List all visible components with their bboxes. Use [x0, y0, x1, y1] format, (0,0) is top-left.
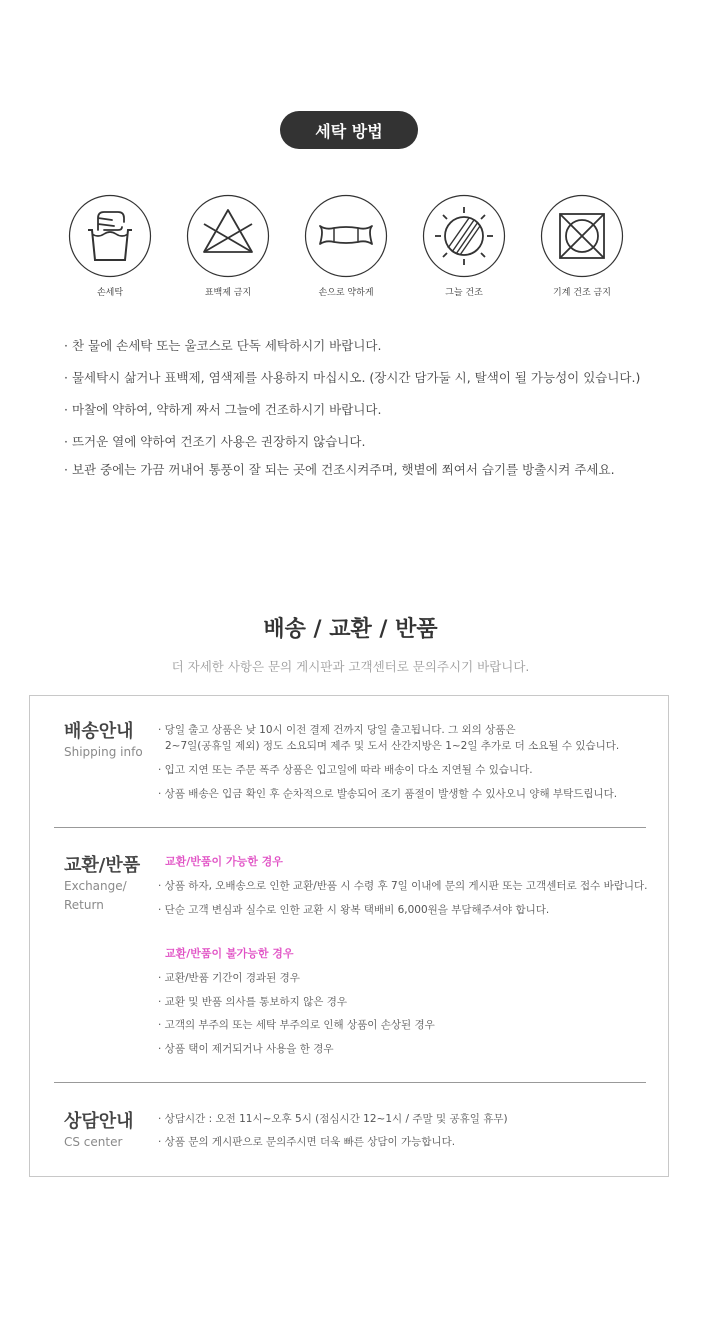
shipping-line: · 입고 지연 또는 주문 폭주 상품은 입고일에 따라 배송이 다소 지연될 수 있습니다. — [158, 764, 533, 776]
shade-dry-icon — [422, 194, 506, 278]
cs-line: · 상품 문의 게시판으로 문의주시면 더욱 빠른 상담이 가능합니다. — [158, 1136, 456, 1148]
exchange-label — [64, 855, 140, 915]
policy-title: 배송 / 교환 / 반품 — [263, 617, 438, 642]
hand-wash-icon — [68, 194, 152, 278]
policy-box — [29, 695, 669, 1177]
care-instruction: · 뜨거운 열에 약하여 건조기 사용은 권장하지 않습니다. — [64, 434, 366, 449]
shipping-label-en: Shipping info — [64, 745, 143, 759]
wash-method-badge — [280, 111, 418, 149]
exchange-line: · 단순 고객 변심과 실수로 인한 교환 시 왕복 택배비 6,000원을 부담해주셔야 합니다. — [158, 904, 550, 916]
exchange-label-en: Exchange/ — [64, 879, 127, 893]
care-symbol-no-tumble-dry — [522, 194, 642, 298]
exchange-line: · 교환/반품 기간이 경과된 경우 — [158, 972, 300, 984]
care-symbols — [0, 194, 701, 304]
shipping-line: 2~7일(공휴일 제외) 정도 소요되며 제주 및 도서 산간지방은 1~2일 추가로 더 소요될 수 있습니다. — [165, 740, 620, 752]
cs-label-en: CS center — [64, 1135, 123, 1149]
shade-dry-caption: 그늘 건조 — [445, 288, 483, 298]
exchange-line: · 고객의 부주의 또는 세탁 부주의로 인해 상품이 손상된 경우 — [158, 1019, 435, 1031]
exchange-line: · 상품 택이 제거되거나 사용을 한 경우 — [158, 1043, 334, 1055]
care-symbol-shade-dry — [404, 194, 524, 298]
no-bleach-icon — [186, 194, 270, 278]
care-symbol-no-bleach — [168, 194, 288, 298]
exchange-label-ko: 교환/반품 — [64, 855, 141, 876]
policy-subtitle: 더 자세한 사항은 문의 게시판과 고객센터로 문의주시기 바랍니다. — [171, 659, 530, 674]
section-divider — [54, 1082, 646, 1083]
care-instruction: · 물세탁시 삶거나 표백제, 염색제를 사용하지 마십시오. (장시간 담가둘 시, 탈색이 될 가능성이 있습니다.) — [64, 370, 641, 385]
shipping-label — [64, 721, 143, 762]
care-instruction: · 찬 물에 손세탁 또는 울코스로 단독 세탁하시기 바랍니다. — [64, 338, 382, 353]
section-divider — [54, 827, 646, 828]
shipping-label-ko: 배송안내 — [64, 721, 134, 742]
exchange-possible-heading: 교환/반품이 가능한 경우 — [165, 855, 283, 868]
cs-label-ko: 상담안내 — [64, 1111, 134, 1132]
no-tumble-dry-caption: 기계 건조 금지 — [553, 288, 611, 298]
wash-method-title: 세탁 방법 — [315, 121, 383, 141]
no-tumble-dry-icon — [540, 194, 624, 278]
care-symbol-hand-wash — [50, 194, 170, 298]
cs-line: · 상담시간 : 오전 11시~오후 5시 (점심시간 12~1시 / 주말 및 공휴일 휴무) — [158, 1113, 508, 1125]
shipping-line: · 상품 배송은 입금 확인 후 순차적으로 발송되어 조기 품절이 발생할 수 있사오니 양해 부탁드립니다. — [158, 788, 618, 800]
exchange-impossible-heading: 교환/반품이 불가능한 경우 — [165, 947, 294, 960]
gentle-wring-caption: 손으로 약하게 — [318, 288, 374, 298]
care-instruction: · 마찰에 약하여, 약하게 짜서 그늘에 건조하시기 바랍니다. — [64, 402, 382, 417]
exchange-line: · 상품 하자, 오배송으로 인한 교환/반품 시 수령 후 7일 이내에 문의 게시판 또는 고객센터로 접수 바랍니다. — [158, 880, 648, 892]
hand-wash-caption: 손세탁 — [96, 288, 124, 298]
shipping-line: · 당일 출고 상품은 낮 10시 이전 결제 건까지 당일 출고됩니다. 그 외의 상품은 — [158, 724, 516, 736]
no-bleach-caption: 표백제 금지 — [204, 288, 252, 298]
cs-label — [64, 1111, 134, 1152]
care-symbol-gentle-wring — [286, 194, 406, 298]
gentle-wring-icon — [304, 194, 388, 278]
care-instruction: · 보관 중에는 가끔 꺼내어 통풍이 잘 되는 곳에 건조시켜주며, 햇볕에 쬐여서 습기를 방출시켜 주세요. — [64, 462, 615, 477]
exchange-label-en-2: Return — [64, 898, 104, 912]
care-instructions — [64, 336, 684, 492]
exchange-line: · 교환 및 반품 의사를 통보하지 않은 경우 — [158, 996, 347, 1008]
